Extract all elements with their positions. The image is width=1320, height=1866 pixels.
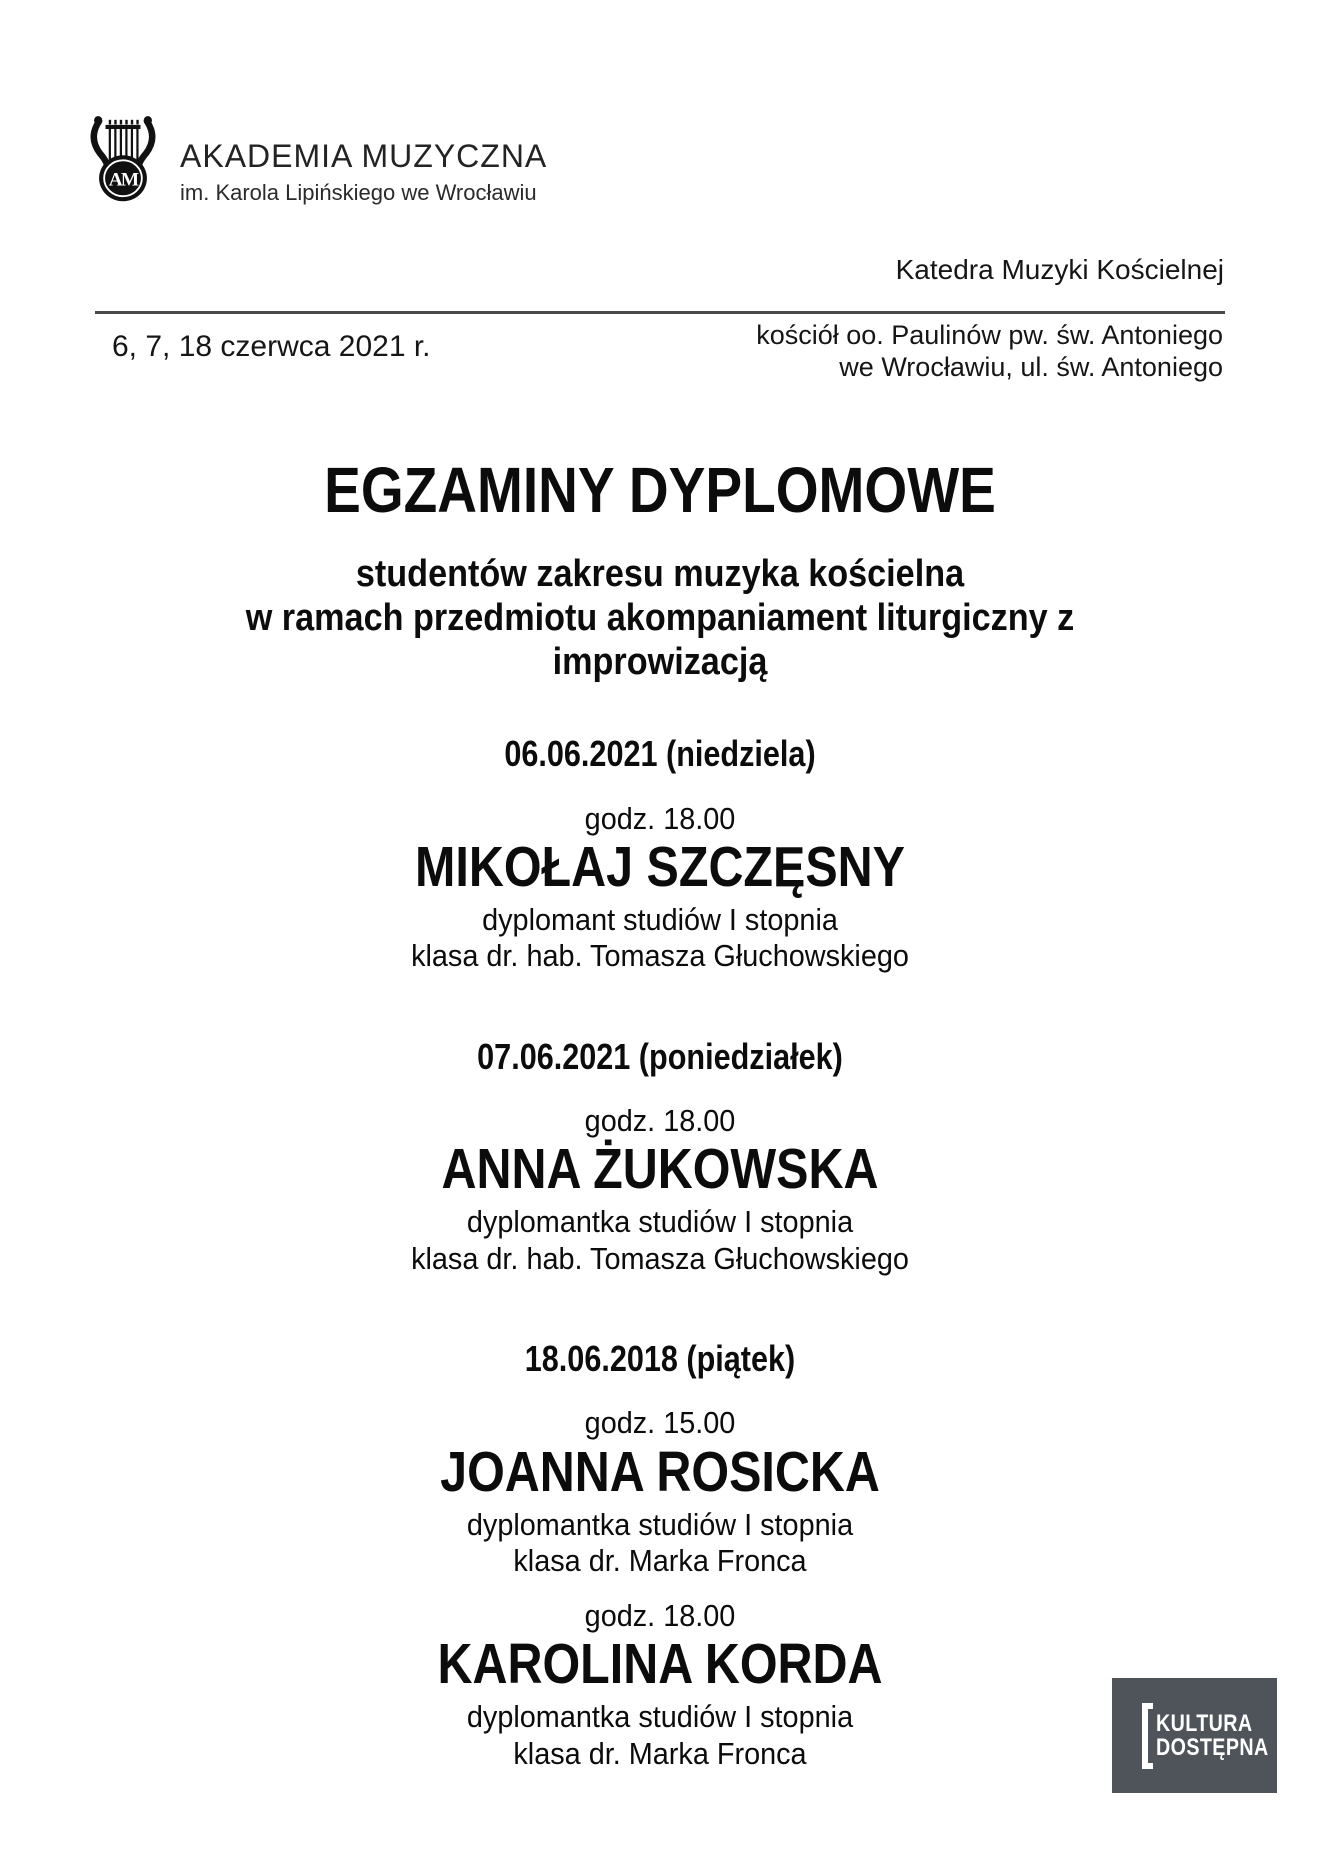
section-date: 06.06.2021 (niedziela)	[504, 733, 816, 775]
exam-entry	[95, 1102, 1225, 1277]
exam-section	[95, 1339, 1225, 1772]
lyre-icon	[86, 112, 160, 204]
kd-line-1: KULTURA	[1156, 1709, 1253, 1737]
kultura-dostepna-inner	[1142, 1703, 1293, 1769]
department-label: Katedra Muzyki Kościelnej	[895, 254, 1224, 285]
student-name: JOANNA ROSICKA	[440, 1439, 880, 1504]
lyre-monogram: AM	[108, 169, 138, 191]
entry-degree: dyplomant studiów I stopnia	[482, 902, 838, 938]
bracket-icon	[1142, 1703, 1153, 1769]
student-name: ANNA ŻUKOWSKA	[441, 1137, 879, 1202]
entry-degree: dyplomantka studiów I stopnia	[466, 1204, 854, 1240]
exam-entry	[95, 800, 1225, 975]
subtitle-line-2: w ramach przedmiotu akompaniament liturgiczny z improwizacją	[245, 597, 1075, 684]
exam-entry	[95, 1597, 1225, 1772]
student-name: KAROLINA KORDA	[437, 1632, 883, 1697]
section-date: 18.06.2018 (piątek)	[524, 1337, 796, 1379]
exam-section	[95, 1037, 1225, 1277]
entry-class: klasa dr. hab. Tomasza Głuchowskiego	[411, 938, 909, 974]
kultura-dostepna-text	[1156, 1709, 1269, 1761]
entry-time: godz. 15.00	[584, 1405, 736, 1441]
event-dates: 6, 7, 18 czerwca 2021 r.	[112, 330, 431, 363]
page-title: EGZAMINY DYPLOMOWE	[324, 454, 996, 526]
subtitle-line-1: studentów zakresu muzyka kościelna	[355, 553, 965, 595]
entry-degree: dyplomantka studiów I stopnia	[466, 1699, 854, 1735]
entry-time: godz. 18.00	[584, 1103, 736, 1139]
exam-section	[95, 734, 1225, 974]
entry-class: klasa dr. Marka Fronca	[513, 1735, 807, 1771]
exam-entry	[95, 1404, 1225, 1579]
section-date: 07.06.2021 (poniedziałek)	[477, 1035, 843, 1077]
venue-line-2: we Wrocławiu, ul. św. Antoniego	[839, 351, 1223, 382]
venue-block	[756, 320, 1223, 383]
entry-degree: dyplomantka studiów I stopnia	[466, 1506, 854, 1542]
academy-name: AKADEMIA MUZYCZNA	[180, 138, 548, 174]
entry-time: godz. 18.00	[584, 800, 736, 836]
kultura-dostepna-logo	[1112, 1678, 1277, 1793]
kd-line-2: DOSTĘPNA	[1156, 1733, 1269, 1761]
academy-subtitle: im. Karola Lipińskiego we Wrocławiu	[180, 180, 537, 205]
entry-class: klasa dr. hab. Tomasza Głuchowskiego	[411, 1240, 909, 1276]
academy-brand	[86, 112, 547, 206]
student-name: MIKOŁAJ SZCZĘSNY	[415, 835, 905, 900]
entry-time: godz. 18.00	[584, 1598, 736, 1634]
academy-name-block	[180, 112, 547, 206]
entry-class: klasa dr. Marka Fronca	[513, 1542, 807, 1578]
main-content	[95, 454, 1225, 1772]
venue-line-1: kościół oo. Paulinów pw. św. Antoniego	[756, 320, 1223, 350]
header-divider	[95, 311, 1225, 314]
